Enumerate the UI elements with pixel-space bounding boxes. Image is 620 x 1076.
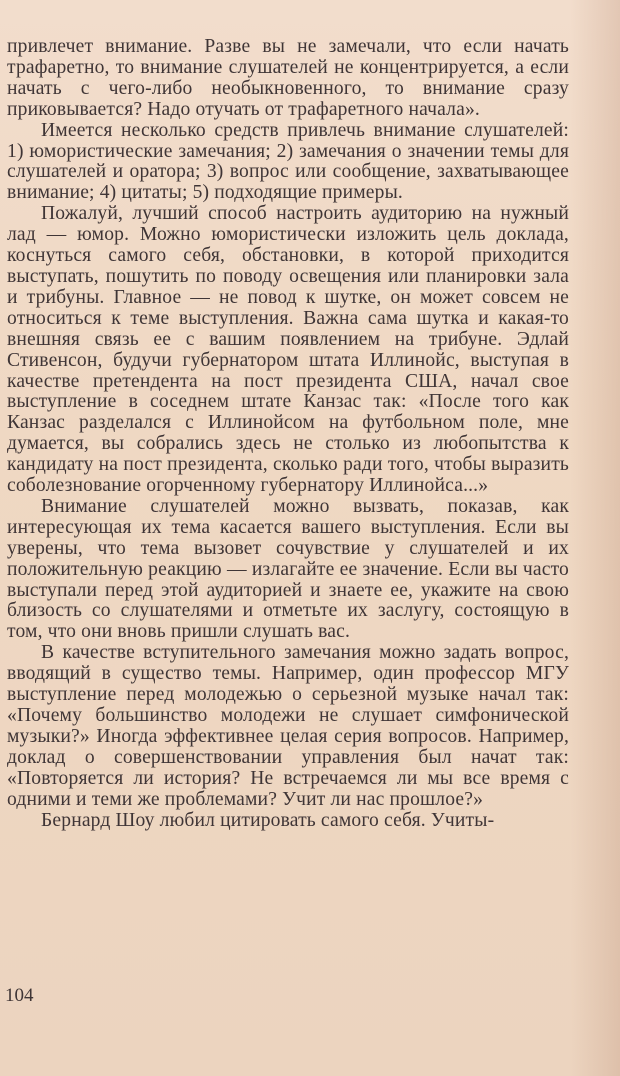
paragraph: В качестве вступительного замечания можно задать вопрос, вводящий в существо темы. Например, один профессор МГУ выступление перед молодежью о серьезной музыке начал так: «Почему большинство молодежи не слушает симфонической музыки?» Иногда эффективнее целая серия вопросов. Например, доклад о совершенствовании управления был начат так: «Повторяется ли история? Не встречаемся ли мы все время с одними и теми же проблемами? Учит ли нас прошлое?»	[7, 642, 569, 810]
paragraph-continuation: привлечет внимание. Разве вы не замечали, что если начать трафаретно, то внимание слушателей не концентрируется, а если начать с чего-либо необыкновенного, то внимание сразу приковывается? Надо отучать от трафаретного начала».	[7, 36, 569, 120]
body-text	[7, 37, 569, 831]
paragraph: Внимание слушателей можно вызвать, показав, как интересующая их тема касается вашего выступления. Если вы уверены, что тема вызовет сочувствие у слушателей и их положительную реакцию — излагайте ее значение. Если вы часто выступали перед этой аудиторией и знаете ее, укажите на свою близость со слушателями и отметьте их заслугу, состоящую в том, что они вновь пришли слушать вас.	[7, 495, 569, 643]
paragraph-last: Бернард Шоу любил цитировать самого себя. Учиты-	[41, 809, 495, 831]
paragraph: Пожалуй, лучший способ настроить аудиторию на нужный лад — юмор. Можно юмористически изложить цель доклада, коснуться самого себя, обстановки, в которой приходится выступать, пошутить по поводу освещения или планировки зала и трибуны. Главное — не повод к шутке, он может совсем не относиться к теме выступления. Важна сама шутка и какая-то внешняя связь ее с вашим появлением на трибуне. Эдлай Стивенсон, будучи губернатором штата Иллинойс, выступая в качестве претендента на пост президента США, начал свое выступление в соседнем штате Канзас так: «После того как Канзас разделался с Иллинойсом на футбольном поле, мне думается, вы собрались здесь не столько из любопытства к кандидату на пост президента, сколько ради того, чтобы выразить соболезнование огорченному губернатору Иллинойса...»	[7, 203, 569, 497]
paragraph: Имеется несколько средств привлечь внимание слушателей: 1) юмористические замечания; 2) замечания о значении темы для слушателей и оратора; 3) вопрос или сообщение, захватывающее внимание; 4) цитаты; 5) подходящие примеры.	[7, 119, 569, 204]
page-number: 104	[5, 985, 34, 1006]
